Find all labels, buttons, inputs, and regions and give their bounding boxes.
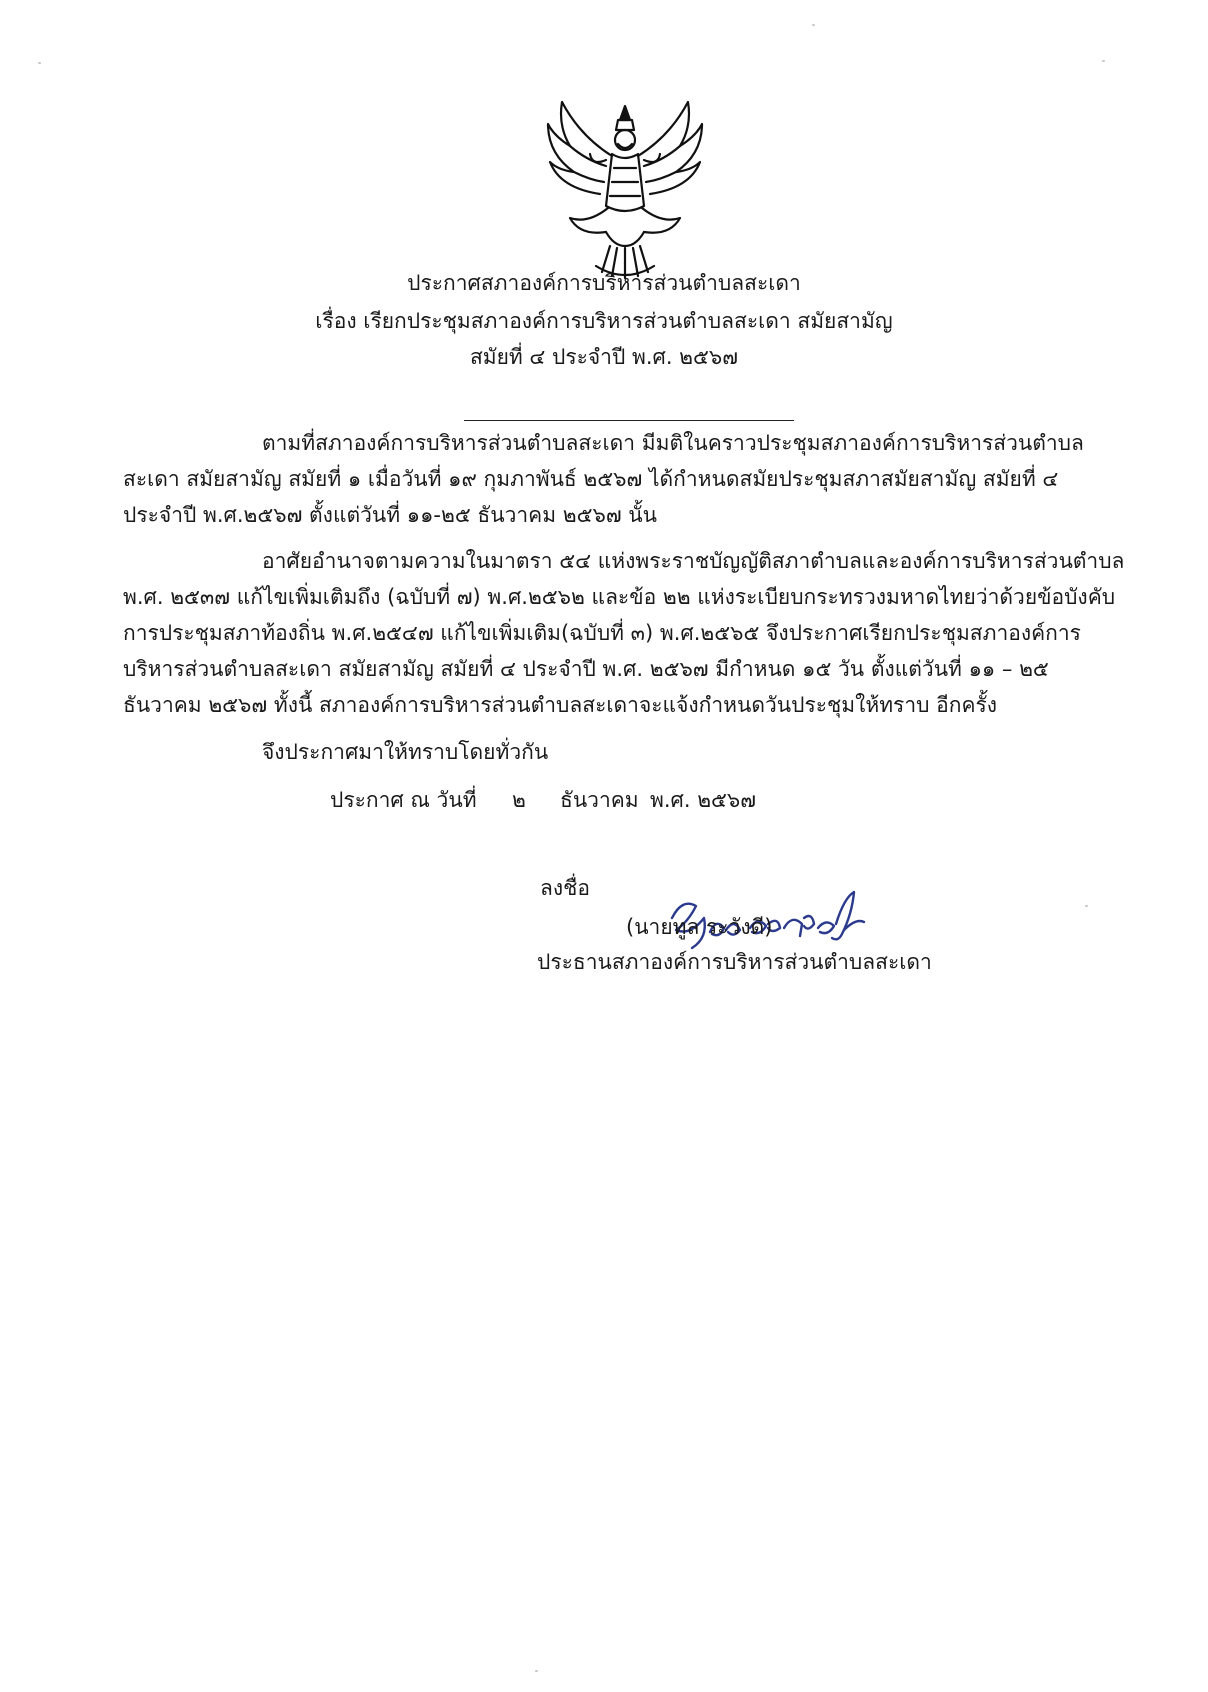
dateline-label: ประกาศ ณ วันที่ (330, 788, 477, 812)
dateline-day: ๒ (512, 788, 526, 812)
garuda-emblem-icon (540, 96, 710, 286)
announcement-title: ประกาศสภาองค์การบริหารส่วนตำบลสะเดา (407, 271, 801, 295)
scan-artifact (1085, 905, 1088, 907)
scan-artifact (535, 1670, 538, 1672)
para2-line: พ.ศ. ๒๕๓๗ แก้ไขเพิ่มเติมถึง (ฉบับที่ ๗) พ.ศ.๒๕๖๒ และข้อ ๒๒ แห่งระเบียบกระทรวงมหาดไทยว่าด้วยข้อบังคับ (123, 585, 1116, 609)
announcement-subject: เรื่อง เรียกประชุมสภาองค์การบริหารส่วนตำบลสะเดา สมัยสามัญ (315, 309, 893, 333)
scan-artifact (1102, 60, 1105, 62)
signatory-name: (นายทูล ระวังดี) (626, 915, 773, 939)
dateline-year: พ.ศ. ๒๕๖๗ (650, 788, 757, 812)
announcement-session: สมัยที่ ๔ ประจำปี พ.ศ. ๒๕๖๗ (469, 345, 739, 369)
para2-line: อาศัยอำนาจตามความในมาตรา ๕๔ แห่งพระราชบัญญัติสภาตำบลและองค์การบริหารส่วนตำบล (262, 549, 1125, 573)
para2-line: การประชุมสภาท้องถิ่น พ.ศ.๒๕๔๗ แก้ไขเพิ่มเติม(ฉบับที่ ๓) พ.ศ.๒๕๖๕ จึงประกาศเรียกประชุมสภาองค์การ (123, 621, 1081, 645)
scan-artifact (38, 62, 41, 64)
para1-line: ตามที่สภาองค์การบริหารส่วนตำบลสะเดา มีมติในคราวประชุมสภาองค์การบริหารส่วนตำบล (262, 431, 1084, 455)
signatory-position: ประธานสภาองค์การบริหารส่วนตำบลสะเดา (537, 950, 932, 974)
sign-label: ลงชื่อ (540, 876, 590, 900)
para2-line: บริหารส่วนตำบลสะเดา สมัยสามัญ สมัยที่ ๔ ประจำปี พ.ศ. ๒๕๖๗ มีกำหนด ๑๕ วัน ตั้งแต่วันที่ ๑๑ – ๒๕ (123, 657, 1049, 681)
closing-sentence: จึงประกาศมาให้ทราบโดยทั่วกัน (262, 740, 549, 764)
para1-line: ประจำปี พ.ศ.๒๕๖๗ ตั้งแต่วันที่ ๑๑-๒๕ ธันวาคม ๒๕๖๗ นั้น (123, 503, 657, 527)
para1-line: สะเดา สมัยสามัญ สมัยที่ ๑ เมื่อวันที่ ๑๙ กุมภาพันธ์ ๒๕๖๗ ได้กำหนดสมัยประชุมสภาสมัยสามัญ สมัยที่ ๔ (123, 467, 1059, 491)
scan-artifact (812, 24, 815, 26)
dateline-month: ธันวาคม (560, 788, 639, 812)
para2-line: ธันวาคม ๒๕๖๗ ทั้งนี้ สภาองค์การบริหารส่วนตำบลสะเดาจะแจ้งกำหนดวันประชุมให้ทราบ อีกครั้ง (123, 693, 998, 717)
title-divider (464, 420, 794, 421)
